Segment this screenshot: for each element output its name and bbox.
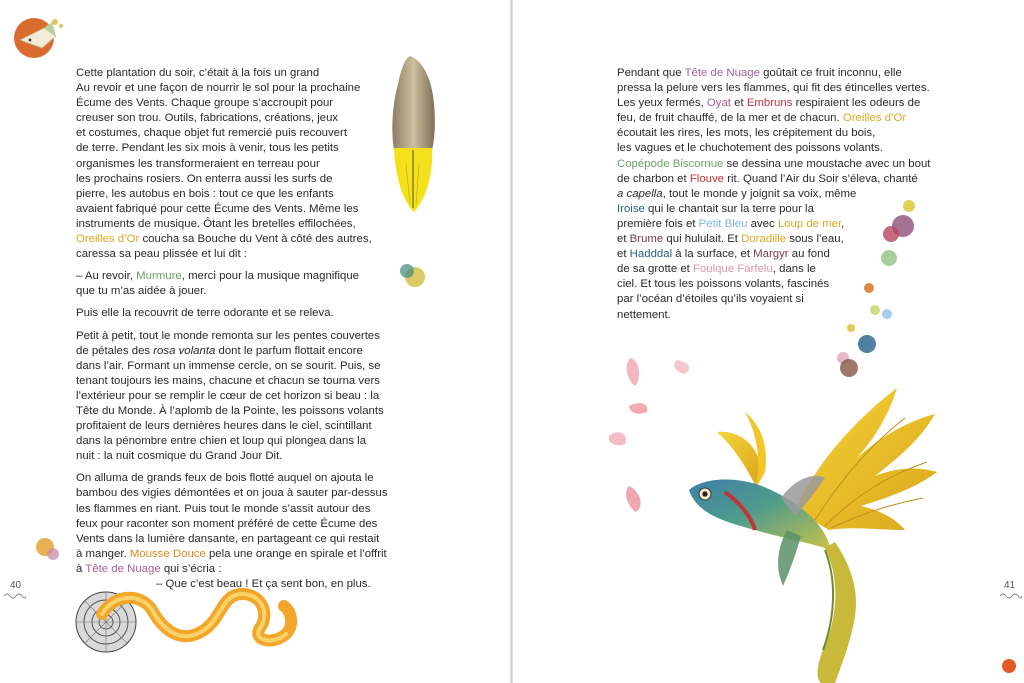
character-name: Tête de Nuage	[85, 562, 161, 575]
text-line: par l’océan d’étoiles qu’ils voyaient si	[617, 293, 804, 306]
text-line	[76, 232, 406, 247]
text-run: à	[76, 562, 86, 575]
character-name: Oreilles d’Or	[76, 233, 140, 246]
left-text-block	[76, 66, 406, 584]
text-line: creuser son trou. Outils, fabrications, créations, jeux	[76, 112, 339, 125]
text-line	[76, 547, 406, 562]
orange-peel-spiral-icon	[96, 584, 300, 656]
text-run: dont le parfum flottait encore	[215, 344, 363, 357]
text-line: feux pour raconter son moment préféré de cette Écume des	[76, 517, 378, 530]
wave-ornament-icon	[1000, 592, 1022, 600]
text-run: feu, de fruit chauffé, de la mer et de chacun.	[617, 112, 843, 125]
text-line: Vents dans la lumière dansante, en partageant ce qui restait	[76, 532, 380, 545]
text-run: avec	[747, 217, 778, 230]
text-line: Petit à petit, tout le monde remonta sur les pentes couvertes	[76, 329, 380, 342]
text-line: organismes les transformeraient en terreau pour	[76, 157, 320, 170]
character-name: Tête de Nuage	[684, 67, 760, 79]
character-name: Loup de mer	[777, 217, 842, 230]
text-run: , dans le	[772, 263, 816, 276]
text-line: les vagues et le chuchotement des poissons volants.	[617, 142, 883, 155]
text-run: à manger.	[76, 547, 130, 560]
right-page	[513, 0, 1024, 683]
text-line: les prochains rosiers. On enterra aussi les surfs de	[76, 172, 333, 185]
character-name: Foulque Farfelu	[693, 263, 773, 276]
text-run: première fois et	[617, 217, 699, 230]
text-line	[76, 562, 406, 577]
text-run: respiraient les odeurs de	[792, 97, 921, 110]
text-line: écoutait les rires, les mots, les crépitement du bois,	[617, 127, 876, 140]
character-name: Copépode Biscornue	[617, 157, 724, 170]
text-line: bambou des vigies démontées et on joua à sauter par-dessus	[76, 487, 388, 500]
text-run: à la surface, et	[672, 248, 754, 261]
text-run: goûtait ce fruit inconnu, elle	[759, 67, 902, 79]
text-run: qui le chantait sur la terre pour la	[644, 202, 814, 215]
orange-disc-with-fish-icon	[12, 14, 66, 60]
character-name: Doradille	[741, 233, 787, 246]
text-line: avaient fabriqué pour cette Écume des Vents. Même les	[76, 202, 359, 215]
text-run: se dessina une moustache avec un bout	[723, 157, 931, 170]
text-line: Écume des Vents. Chaque groupe s’accroupit pour	[76, 97, 334, 110]
text-line: nuit : la nuit cosmique du Grand Jour Dit.	[76, 450, 283, 463]
text-run: Pendant que	[617, 67, 685, 79]
text-line: Puis elle la recouvrit de terre odorante et se releva.	[76, 307, 334, 320]
text-line: Cette plantation du soir, c’était à la fois un grand	[76, 67, 320, 79]
color-bubble-icon	[34, 536, 62, 562]
character-name: Petit Bleu	[698, 217, 748, 230]
left-page	[0, 0, 511, 683]
text-run: pela une orange en spirale et l’offrit	[205, 547, 387, 560]
character-name: Brume	[629, 233, 664, 246]
character-name: Iroise	[617, 202, 645, 215]
character-name: Hadddal	[629, 248, 673, 261]
text-run: , merci pour la musique magnifique	[181, 270, 360, 283]
text-line: pierre, les autobus en bois : tout ce que les enfants	[76, 187, 334, 200]
text-run: coucha sa Bouche du Vent à côté des autres,	[139, 233, 372, 246]
text-run: – Au revoir,	[76, 270, 137, 283]
text-run: sous l’eau,	[786, 233, 844, 246]
text-line	[617, 172, 957, 187]
text-run: Les yeux fermés,	[617, 97, 707, 110]
character-name: Oreilles d’Or	[842, 112, 907, 125]
orange-dot-icon	[999, 656, 1019, 676]
text-line: Au revoir et une façon de nourrir le sol pour la prochaine	[76, 82, 361, 95]
text-run: ,	[841, 217, 845, 230]
text-line: – Que c’est beau ! Et ça sent bon, en plus.	[156, 578, 371, 590]
text-line: ciel. Et tous les poissons volants, fascinés	[617, 278, 830, 291]
text-line: de terre. Pendant les six mois à venir, tous les petits	[76, 142, 339, 155]
text-run: de sa grotte et	[617, 263, 693, 276]
text-line: caressa sa peau plissée et lui dit :	[76, 248, 247, 261]
character-name: Mousse Douce	[129, 547, 206, 560]
text-line: dans l’air. Formant un immense cercle, on se sourit. Puis, se	[76, 359, 381, 372]
text-line	[76, 269, 406, 284]
text-run: et	[730, 97, 747, 110]
text-line	[617, 96, 957, 111]
character-name: Margyr	[753, 248, 789, 261]
text-line	[617, 66, 957, 81]
text-line: et costumes, chaque objet fut remercié puis recouvert	[76, 127, 347, 140]
italic-text: rosa volanta	[153, 344, 216, 357]
text-line	[617, 111, 957, 126]
winged-flying-fish-icon	[665, 380, 947, 683]
text-line: dans la pénombre entre chien et loup qui plongea dans la	[76, 435, 367, 448]
text-run: , tout le monde y joignit sa voix, même	[662, 187, 857, 200]
character-name: Embruns	[746, 97, 793, 110]
character-name: Flouve	[689, 172, 725, 185]
text-line: que tu m’as aidée à jouer.	[76, 285, 207, 298]
text-run: de pétales des	[76, 344, 154, 357]
text-run: et	[617, 248, 630, 261]
page-number: 40	[10, 580, 22, 591]
text-run: de charbon et	[617, 172, 690, 185]
text-line	[76, 344, 406, 359]
text-run: au fond	[788, 248, 830, 261]
text-run: et	[617, 233, 630, 246]
page-number: 41	[1004, 580, 1016, 591]
italic-text: a capella	[617, 187, 663, 200]
text-line	[617, 157, 957, 172]
color-bubble-icon	[831, 196, 915, 380]
text-line: nettement.	[617, 308, 671, 321]
text-run: qui hululait. Et	[663, 233, 742, 246]
text-line: profitaient de leurs dernières heures dans le ciel, scintillant	[76, 420, 372, 433]
text-line: tenant toujours les mains, chacune et chacun se tourna vers	[76, 374, 380, 387]
text-line: l’extérieur pour se remplir le cœur de cet horizon si beau : la	[76, 389, 380, 402]
wave-ornament-icon	[4, 592, 26, 600]
text-line: les flammes en riant. Puis tout le monde s’assit autour des	[76, 502, 371, 515]
text-line: Tête du Monde. À l’aplomb de la Pointe, les poissons volants	[76, 404, 384, 417]
text-line: On alluma de grands feux de bois flotté auquel on ajouta le	[76, 472, 374, 485]
character-name: Oyat	[706, 97, 731, 110]
character-name: Murmure	[136, 270, 182, 283]
text-line: pressa la pelure vers les flammes, qui fit des étincelles vertes.	[617, 82, 930, 95]
text-line: instruments de musique. Ôtant les bretelles effilochées,	[76, 217, 356, 230]
text-run: rit. Quand l’Air du Soir s’éleva, chanté	[724, 172, 918, 185]
text-run: qui s’écria :	[160, 562, 222, 575]
